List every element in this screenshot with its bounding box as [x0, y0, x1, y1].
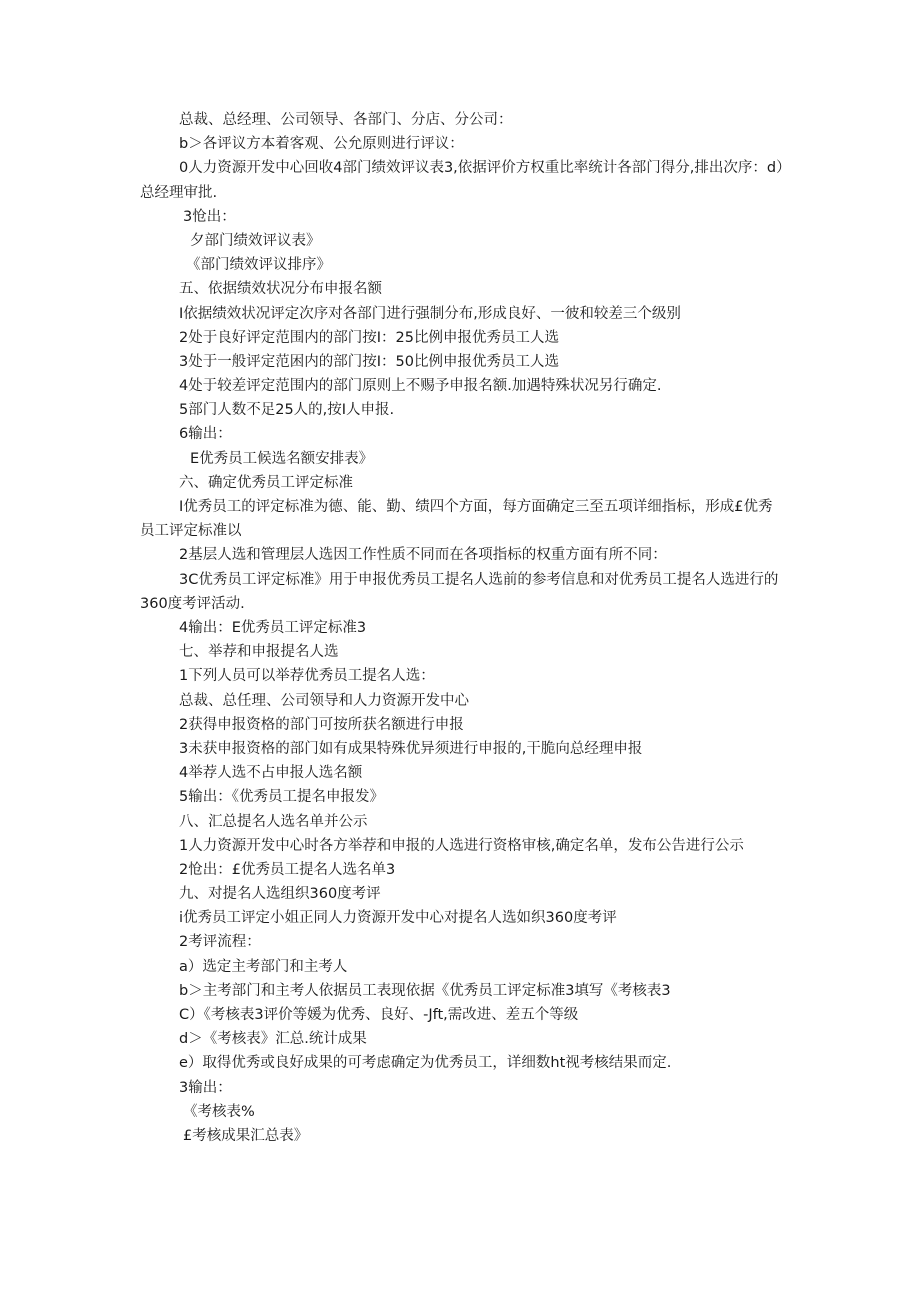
text-paragraph: I优秀员工的评定标准为德、能、勤、绩四个方面，每方面确定三至五项详细指标，形成£优秀员工评定标准以: [140, 499, 773, 540]
section-heading: 五、依据绩效状况分布申报名额: [179, 281, 382, 298]
text-paragraph: 3C优秀员工评定标准》用于申报优秀员工提名人选前的参考信息和对优秀员工提名人选进行的360度考评活动.: [140, 571, 779, 612]
text-line: 5部门人数不足25人的,按I人申报.: [179, 402, 395, 419]
section-heading: 九、对提名人选组织360度考评: [179, 886, 381, 903]
text-line: 4举荐人选不占申报人选名额: [179, 765, 363, 782]
text-line: 2怆出：£优秀员工提名人选名单3: [179, 861, 396, 878]
text-line: E优秀员工候选名额安排表》: [190, 450, 374, 467]
section-heading: 八、汇总提名人选名单并公示: [179, 813, 368, 830]
text-line: 2基层人选和管理层人选因工作性质不同而在各项指标的权重方面有所不同：: [179, 547, 667, 564]
text-line: 《部门绩效评议排序》: [186, 257, 331, 274]
text-line: 2考评流程：: [179, 934, 261, 951]
text-line: I依据绩效状况评定次序对各部门进行强制分布,形成良好、一彼和较差三个级别: [179, 305, 681, 322]
text-line: b＞主考部门和主考人依据员工表现依据《优秀员工评定标准3填写《考核表3: [179, 982, 671, 999]
text-paragraph: 0人力资源开发中心回收4部门绩效评议表3,依据评价方权重比率统计各部门得分,排出次序：d）总经理审批.: [140, 160, 784, 201]
text-line: b＞各评议方本着客观、公允原则进行评议：: [179, 136, 464, 153]
text-line: 总裁、总经理、公司领导、各部门、分店、分公司：: [179, 112, 513, 128]
text-line: 5输出：《优秀员工提名申报发》: [179, 789, 384, 806]
text-line: 《考核表%: [183, 1103, 255, 1120]
text-line: 夕部门绩效评议表》: [190, 232, 321, 249]
text-line: 2获得申报资格的部门可按所获名额进行申报: [179, 716, 464, 733]
text-line: 总裁、总任理、公司领导和人力资源开发中心: [179, 692, 469, 709]
section-heading: 七、举荐和申报提名人选: [179, 644, 339, 661]
text-line: 3输出：: [179, 1079, 232, 1096]
text-line: 4处于较差评定范围内的部门原则上不赐予申报名额.加遇特殊状况另行确定.: [179, 378, 662, 395]
text-line: £考核成果汇总表》: [183, 1127, 309, 1144]
text-line: 1下列人员可以举荐优秀员工提名人选：: [179, 668, 435, 685]
document-body: [140, 108, 785, 1148]
text-line: C）《考核表3评价等媛为优秀、良好、-Jft,需改进、差五个等级: [179, 1007, 579, 1024]
text-line: 3怆出：: [183, 208, 236, 225]
text-line: e）取得优秀或良好成果的可考虑确定为优秀员工，详细数ht视考核结果而定.: [179, 1055, 672, 1072]
text-line: 4输出：E优秀员工评定标准3: [179, 620, 367, 637]
text-line: d＞《考核表》汇总.统计成果: [179, 1031, 367, 1048]
text-line: 6输出：: [179, 426, 232, 443]
text-line: i优秀员工评定小姐正同人力资源开发中心对提名人选如织360度考评: [179, 910, 617, 927]
text-line: 2处于良好评定范围内的部门按I：25比例申报优秀员工人选: [179, 329, 559, 346]
text-line: 3未获申报资格的部门如有成果特殊优异须进行申报的,干脆向总经理申报: [179, 740, 643, 757]
text-line: 3处于一般评定范困内的部门按I：50比例申报优秀员工人选: [179, 353, 559, 370]
text-paragraph: 1人力资源开发中心时各方举荐和申报的人选进行资格审核,确定名单，发布公告进行公示: [179, 837, 744, 854]
text-line: a）选定主考部门和主考人: [179, 958, 348, 975]
section-heading: 六、确定优秀员工评定标准: [179, 474, 353, 491]
